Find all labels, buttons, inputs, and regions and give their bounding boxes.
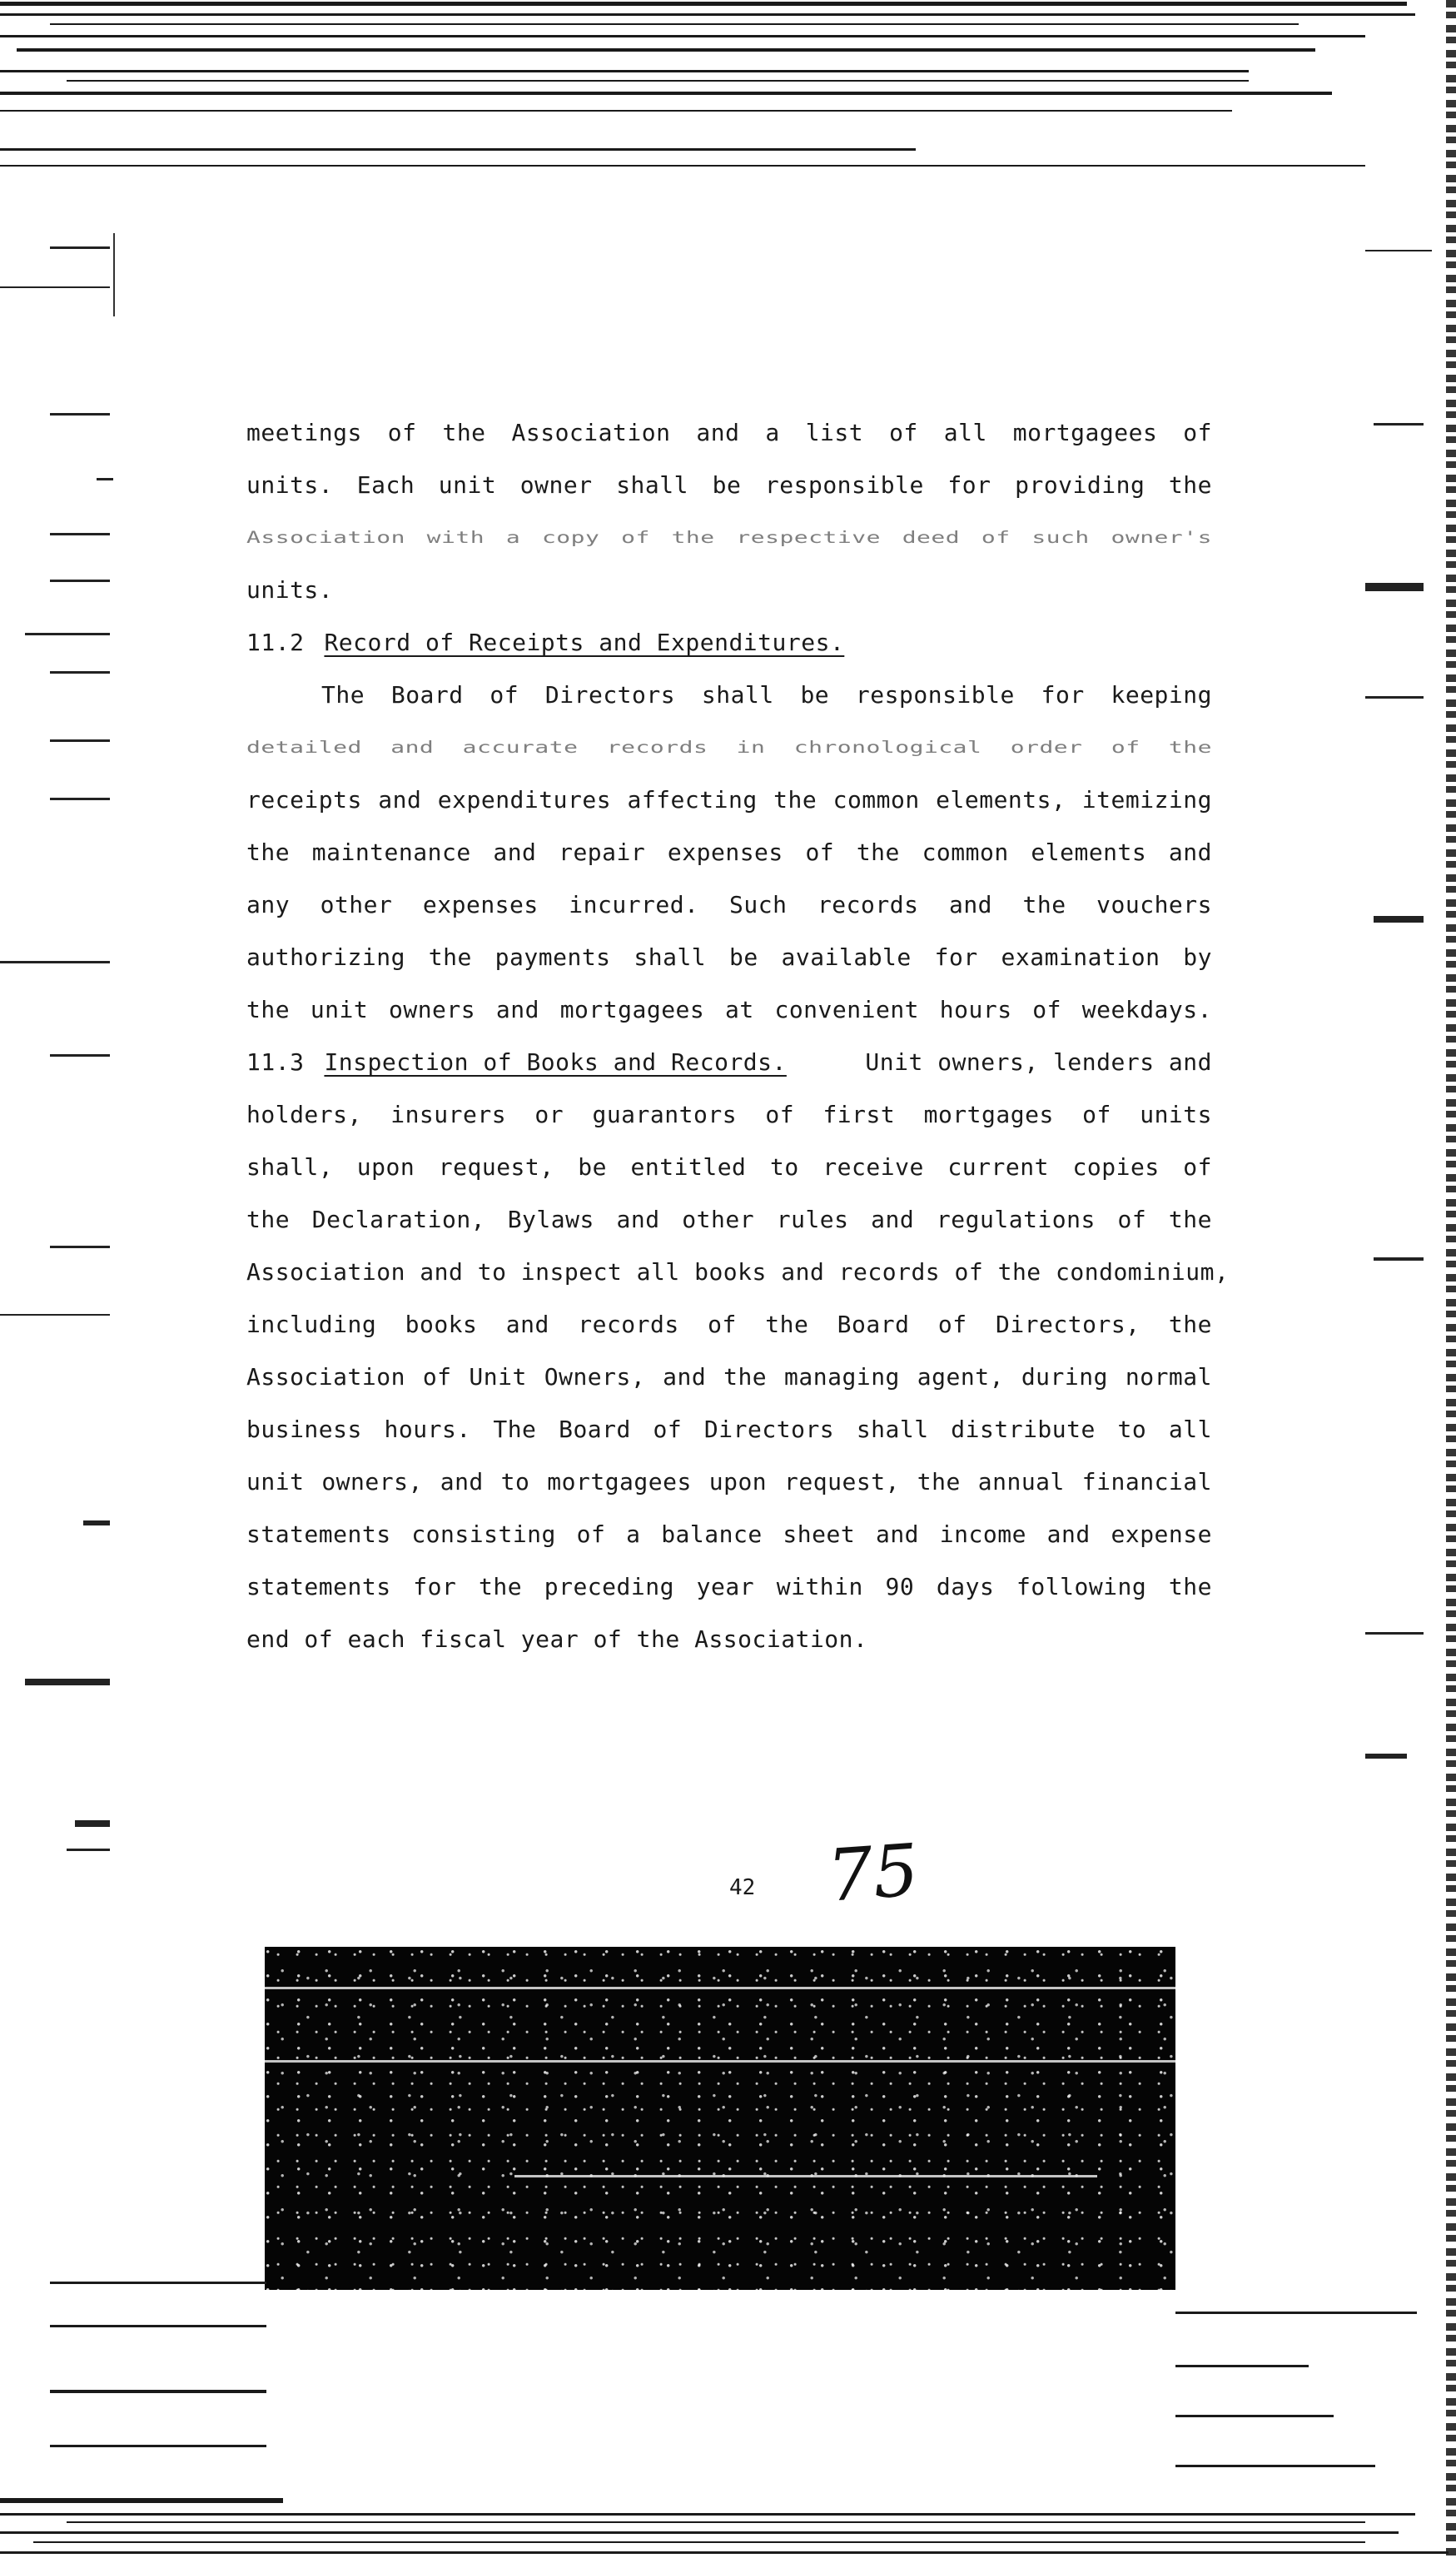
section-title: Inspection of Books and Records. <box>324 1048 787 1076</box>
page-number: 42 <box>729 1875 756 1900</box>
text-line: units. <box>246 576 334 604</box>
text-fragment: Unit owners, lenders and <box>865 1048 1212 1076</box>
scan-artifact-top <box>0 0 1456 175</box>
text-line: statements consisting of a balance sheet and income and expense <box>246 1520 1212 1548</box>
handwritten-annotation: 75 <box>824 1829 922 1918</box>
black-scan-region <box>265 1947 1175 2290</box>
text-line: units. Each unit owner shall be responsible for providing the <box>246 471 1212 499</box>
text-line: The Board of Directors shall be responsible for keeping <box>321 681 1212 709</box>
text-line: the maintenance and repair expenses of the common elements and <box>246 839 1212 866</box>
text-line: Association of Unit Owners, and the managing agent, during normal <box>246 1363 1212 1391</box>
text-line: the unit owners and mortgagees at convenient hours of weekdays. <box>246 996 1212 1023</box>
text-line: receipts and expenditures affecting the common elements, itemizing <box>246 786 1212 814</box>
section-heading-11-3 <box>246 1036 1212 1088</box>
text-line: Association with a copy of the respective deed of such owner's <box>246 527 1212 548</box>
section-number: 11.3 <box>246 1048 305 1076</box>
text-line: holders, insurers or guarantors of first mortgages of units <box>246 1101 1212 1128</box>
document-body <box>246 406 1230 1665</box>
text-line: shall, upon request, be entitled to receive current copies of <box>246 1153 1212 1181</box>
text-line: statements for the preceding year within 90 days following the <box>246 1573 1212 1600</box>
section-number: 11.2 <box>246 629 305 656</box>
scan-artifact-bottom <box>0 2282 1456 2558</box>
text-line: Association and to inspect all books and records of the condominium, <box>246 1258 1230 1286</box>
text-line: including books and records of the Board of Directors, the <box>246 1311 1212 1338</box>
text-line: the Declaration, Bylaws and other rules and regulations of the <box>246 1206 1212 1233</box>
text-line: business hours. The Board of Directors shall distribute to all <box>246 1416 1212 1443</box>
text-line: authorizing the payments shall be available for examination by <box>246 943 1212 971</box>
scan-edge <box>1446 0 1456 2558</box>
text-line: end of each fiscal year of the Association. <box>246 1625 868 1653</box>
text-line: any other expenses incurred. Such records and the vouchers <box>246 891 1212 918</box>
section-title: Record of Receipts and Expenditures. <box>324 629 845 656</box>
margin-rule <box>113 233 115 316</box>
text-line: unit owners, and to mortgagees upon request, the annual financial <box>246 1468 1212 1495</box>
section-heading-11-2 <box>246 616 1212 669</box>
text-line: meetings of the Association and a list of all mortgagees of <box>246 419 1212 446</box>
text-line: detailed and accurate records in chronological order of the <box>246 737 1212 758</box>
